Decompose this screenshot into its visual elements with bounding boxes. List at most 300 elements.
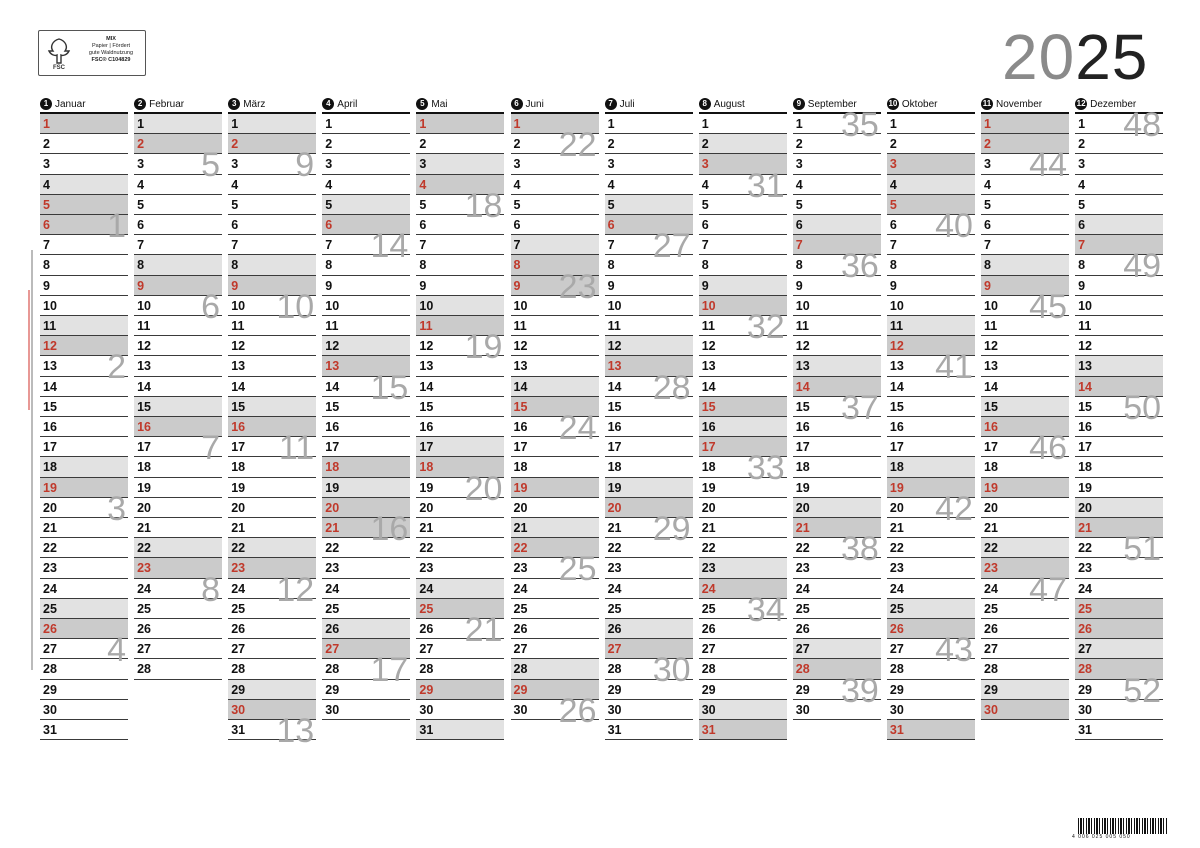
- day-number: 18: [137, 460, 151, 475]
- day-number: 8: [231, 258, 239, 273]
- day-row: [1075, 457, 1163, 477]
- day-row: [887, 154, 975, 174]
- day-number: 4: [419, 177, 427, 192]
- day-row: [40, 316, 128, 336]
- day-row: [228, 377, 316, 397]
- day-number: 19: [795, 480, 810, 495]
- week-number: 33: [746, 449, 785, 488]
- day-row: [1075, 106, 1163, 144]
- day-number: 28: [889, 662, 904, 677]
- day-number: 10: [795, 298, 810, 313]
- day-number: 14: [701, 379, 716, 394]
- barcode-lines: [1078, 818, 1168, 834]
- month-name: Januar: [55, 99, 86, 110]
- day-number: 2: [137, 137, 145, 152]
- month-header: [981, 98, 1069, 112]
- week-number: 30: [652, 651, 691, 690]
- day-number: 8: [325, 258, 333, 273]
- day-row: [511, 126, 599, 165]
- day-number: 20: [984, 500, 998, 515]
- day-number: 29: [984, 682, 998, 697]
- day-row: [1075, 134, 1163, 154]
- day-number: 23: [419, 561, 434, 576]
- day-number: 21: [607, 521, 622, 535]
- day-number: 10: [984, 298, 998, 313]
- month-columns: [40, 96, 1164, 754]
- svg-text:FSC: FSC: [53, 65, 65, 70]
- day-number: 31: [607, 723, 622, 737]
- day-row: [699, 498, 787, 518]
- day-row: [134, 599, 222, 619]
- day-number: 20: [231, 500, 246, 515]
- day-row: [981, 538, 1069, 558]
- day-row: [605, 114, 693, 134]
- day-number: 31: [231, 723, 246, 737]
- day-number: 6: [231, 218, 239, 232]
- day-row: [699, 356, 787, 376]
- day-number: 7: [137, 238, 145, 253]
- day-number: 27: [889, 642, 904, 657]
- month-column: [887, 96, 975, 754]
- day-row: [322, 579, 410, 599]
- day-number: 8: [43, 258, 50, 273]
- day-number: 15: [984, 399, 998, 414]
- day-number: 30: [607, 702, 622, 717]
- day-number: 19: [701, 480, 716, 495]
- day-number: 12: [513, 339, 528, 354]
- day-number: 19: [1078, 480, 1092, 495]
- day-row: [40, 207, 128, 245]
- day-row: [511, 235, 599, 255]
- day-row: [228, 518, 316, 538]
- day-row: [699, 336, 787, 356]
- day-row: [1075, 276, 1163, 296]
- day-row: [40, 599, 128, 619]
- day-number: 2: [231, 137, 239, 152]
- day-row: [134, 457, 222, 477]
- day-row: [1075, 437, 1163, 457]
- day-number: 2: [607, 137, 615, 152]
- day-row: [981, 377, 1069, 397]
- day-number: 25: [889, 601, 904, 616]
- day-row: [605, 195, 693, 215]
- day-row: [1075, 336, 1163, 356]
- day-number: 26: [795, 622, 810, 636]
- day-number: 21: [325, 521, 340, 535]
- day-number: 18: [325, 460, 340, 475]
- day-row: [605, 538, 693, 558]
- day-number: 20: [889, 500, 904, 515]
- day-number: 30: [701, 702, 716, 717]
- day-number: 9: [43, 278, 50, 293]
- day-number: 23: [43, 561, 57, 576]
- month-name: Februar: [149, 99, 185, 110]
- day-number: 11: [1078, 319, 1092, 333]
- day-row: [40, 558, 128, 578]
- day-number: 14: [231, 379, 246, 394]
- day-row: [605, 437, 693, 457]
- week-number: 35: [840, 106, 879, 144]
- day-row: [699, 377, 787, 397]
- day-number: 14: [137, 379, 151, 394]
- day-row: [605, 478, 693, 498]
- day-number: 2: [889, 137, 897, 152]
- day-number: 19: [984, 480, 998, 495]
- day-number: 15: [43, 399, 57, 414]
- day-number: 13: [513, 359, 528, 374]
- day-number: 8: [607, 258, 615, 273]
- day-number: 12: [607, 339, 622, 354]
- day-number: 21: [701, 521, 716, 535]
- day-number: 25: [1078, 601, 1092, 616]
- day-number: 8: [795, 258, 803, 273]
- day-row: [605, 227, 693, 266]
- day-row: [1075, 247, 1163, 286]
- month-number-badge: 6: [511, 98, 523, 110]
- day-number: 30: [419, 702, 434, 717]
- day-number: 17: [607, 440, 622, 455]
- day-number: 3: [607, 157, 615, 172]
- day-number: 11: [889, 319, 904, 333]
- month-name: Dezember: [1090, 99, 1137, 110]
- day-number: 23: [325, 561, 340, 576]
- day-number: 28: [43, 662, 57, 677]
- week-number: 25: [558, 550, 597, 589]
- day-number: 30: [1078, 702, 1092, 717]
- day-number: 22: [325, 541, 340, 556]
- month-header: [605, 98, 693, 112]
- day-number: 22: [1078, 541, 1092, 556]
- day-number: 12: [795, 339, 810, 354]
- day-number: 9: [795, 278, 803, 293]
- day-number: 15: [701, 399, 716, 414]
- week-number: 27: [652, 227, 691, 266]
- day-row: [228, 336, 316, 356]
- day-number: 7: [325, 238, 333, 253]
- day-number: 18: [984, 460, 998, 475]
- day-number: 29: [325, 682, 340, 697]
- day-row: [322, 336, 410, 356]
- day-row: [134, 639, 222, 659]
- month-number-badge: 8: [699, 98, 711, 110]
- day-number: 15: [325, 399, 340, 414]
- day-number: 23: [137, 561, 151, 576]
- day-row: [134, 356, 222, 376]
- day-number: 20: [419, 500, 434, 515]
- day-row: [416, 417, 504, 437]
- day-number: 17: [231, 440, 246, 455]
- day-number: 15: [889, 399, 904, 414]
- day-row: [40, 235, 128, 255]
- day-row: [605, 579, 693, 599]
- month-number-badge: 9: [793, 98, 805, 110]
- day-row: [40, 579, 128, 599]
- day-row: [511, 478, 599, 498]
- day-row: [322, 134, 410, 154]
- day-row: [511, 437, 599, 457]
- week-number: 16: [370, 510, 409, 548]
- day-row: [793, 106, 881, 144]
- day-row: [511, 457, 599, 477]
- month-name: Mai: [431, 99, 448, 110]
- day-row: [981, 114, 1069, 134]
- day-row: [416, 659, 504, 679]
- day-number: 27: [231, 642, 246, 657]
- day-row: [134, 215, 222, 235]
- week-number: 11: [278, 429, 315, 468]
- day-number: 27: [419, 642, 434, 657]
- legend-gray-strip: [31, 250, 33, 670]
- week-number: 39: [840, 671, 879, 710]
- day-row: [605, 175, 693, 195]
- day-row: [511, 619, 599, 639]
- day-number: 9: [607, 278, 615, 293]
- day-number: 2: [419, 137, 427, 152]
- week-number: 43: [935, 631, 973, 670]
- day-number: 26: [984, 622, 998, 636]
- day-number: 5: [513, 197, 521, 212]
- day-row: [511, 175, 599, 195]
- day-number: 27: [1078, 642, 1092, 657]
- day-row: [416, 114, 504, 134]
- fsc-tree-icon: [45, 36, 73, 70]
- week-number: 6: [201, 287, 221, 326]
- day-row: [699, 255, 787, 275]
- week-number: 48: [1123, 106, 1162, 144]
- day-row: [228, 114, 316, 134]
- day-row: [322, 478, 410, 498]
- day-row: [322, 195, 410, 215]
- week-number: 9: [295, 146, 315, 185]
- day-number: 28: [325, 662, 340, 677]
- day-number: 21: [889, 521, 904, 535]
- day-row: [416, 377, 504, 397]
- day-number: 1: [701, 117, 709, 131]
- day-number: 9: [1078, 278, 1086, 293]
- day-row: [134, 538, 222, 558]
- day-row: [416, 215, 504, 235]
- day-number: 15: [1078, 399, 1092, 414]
- day-number: 5: [43, 197, 50, 212]
- day-row: [1075, 154, 1163, 174]
- day-number: 8: [889, 258, 897, 273]
- day-row: [416, 579, 504, 599]
- day-row: [511, 498, 599, 518]
- day-number: 24: [325, 581, 340, 596]
- fsc-label: MIX Papier | Fördert gute Waldnutzung FSC® C104829: [88, 36, 134, 63]
- day-number: 23: [889, 561, 904, 576]
- day-row: [40, 276, 128, 296]
- day-number: 25: [325, 601, 340, 616]
- day-number: 19: [513, 480, 528, 495]
- week-number: 17: [370, 651, 409, 690]
- day-number: 30: [231, 702, 246, 717]
- day-row: [511, 579, 599, 599]
- day-row: [322, 437, 410, 457]
- day-number: 25: [795, 601, 810, 616]
- week-number: 52: [1123, 671, 1162, 710]
- day-row: [699, 235, 787, 255]
- day-number: 4: [513, 177, 521, 192]
- day-number: 21: [1078, 521, 1092, 535]
- day-number: 9: [701, 278, 709, 293]
- day-row: [40, 134, 128, 154]
- day-number: 5: [419, 197, 427, 212]
- day-row: [981, 599, 1069, 619]
- day-number: 10: [1078, 298, 1092, 313]
- week-number: 29: [652, 510, 691, 548]
- day-number: 10: [513, 298, 528, 313]
- day-number: 29: [1078, 682, 1092, 697]
- day-number: 14: [795, 379, 810, 394]
- day-number: 21: [43, 521, 57, 535]
- day-row: [511, 296, 599, 316]
- day-number: 22: [795, 541, 810, 556]
- day-row: [793, 558, 881, 578]
- day-row: [228, 255, 316, 275]
- day-number: 29: [513, 682, 528, 697]
- week-number: 34: [746, 590, 785, 629]
- day-row: [699, 558, 787, 578]
- day-row: [134, 235, 222, 255]
- day-row: [511, 316, 599, 336]
- day-number: 6: [607, 218, 615, 232]
- day-number: 4: [795, 177, 803, 192]
- day-number: 1: [795, 117, 803, 131]
- day-row: [605, 276, 693, 296]
- day-row: [793, 356, 881, 376]
- day-row: [793, 498, 881, 518]
- day-number: 5: [795, 197, 803, 212]
- day-row: [416, 186, 504, 225]
- day-number: 17: [137, 440, 151, 455]
- month-header: [228, 98, 316, 112]
- day-row: [322, 227, 410, 266]
- day-row: [793, 599, 881, 619]
- week-number: 21: [464, 611, 503, 649]
- day-number: 6: [513, 218, 521, 232]
- day-row: [1075, 558, 1163, 578]
- day-row: [40, 255, 128, 275]
- day-row: [40, 175, 128, 195]
- day-number: 1: [137, 117, 145, 131]
- day-row: [228, 457, 316, 477]
- day-number: 4: [325, 177, 333, 192]
- day-number: 24: [43, 581, 57, 596]
- day-number: 25: [513, 601, 528, 616]
- day-number: 27: [701, 642, 716, 657]
- month-number-badge: 11: [982, 99, 992, 108]
- day-row: [605, 619, 693, 639]
- day-row: [981, 680, 1069, 700]
- day-number: 13: [795, 359, 810, 374]
- day-row: [1075, 498, 1163, 518]
- day-row: [511, 518, 599, 538]
- day-number: 1: [513, 117, 521, 131]
- day-row: [699, 700, 787, 720]
- day-row: [981, 215, 1069, 235]
- month-name: August: [713, 99, 745, 110]
- month-header: [699, 98, 787, 112]
- week-number: 23: [558, 267, 597, 306]
- day-row: [981, 498, 1069, 518]
- day-number: 11: [984, 319, 998, 333]
- day-number: 2: [795, 137, 803, 152]
- day-number: 17: [419, 440, 434, 455]
- day-row: [699, 659, 787, 679]
- month-name: Oktober: [901, 99, 938, 110]
- day-number: 3: [1078, 157, 1086, 172]
- day-row: [416, 134, 504, 154]
- day-number: 6: [419, 218, 427, 232]
- day-row: [793, 579, 881, 599]
- day-number: 4: [1078, 177, 1086, 192]
- day-row: [981, 356, 1069, 376]
- day-row: [981, 175, 1069, 195]
- day-row: [40, 417, 128, 437]
- day-row: [1075, 417, 1163, 437]
- day-number: 3: [701, 157, 709, 172]
- day-number: 22: [43, 541, 57, 556]
- day-row: [322, 538, 410, 558]
- day-number: 17: [795, 440, 810, 455]
- day-row: [793, 247, 881, 286]
- day-number: 9: [513, 278, 521, 293]
- day-number: 22: [513, 541, 528, 556]
- day-row: [511, 377, 599, 397]
- day-row: [699, 417, 787, 437]
- day-row: [134, 146, 222, 185]
- day-number: 8: [1078, 258, 1086, 273]
- day-row: [981, 316, 1069, 336]
- day-row: [40, 680, 128, 700]
- day-row: [228, 538, 316, 558]
- day-row: [887, 235, 975, 255]
- day-number: 19: [889, 480, 904, 495]
- day-number: 18: [889, 460, 904, 475]
- day-row: [887, 700, 975, 720]
- day-row: [699, 166, 787, 205]
- day-number: 4: [607, 177, 615, 192]
- day-row: [887, 114, 975, 134]
- day-number: 23: [513, 561, 528, 576]
- week-number: 38: [840, 530, 879, 569]
- day-number: 7: [1078, 238, 1086, 253]
- day-number: 16: [137, 420, 151, 434]
- day-row: [887, 377, 975, 397]
- day-row: [793, 296, 881, 316]
- week-number: 32: [746, 308, 785, 346]
- day-row: [228, 356, 316, 376]
- day-number: 29: [231, 682, 246, 697]
- day-row: [322, 276, 410, 296]
- day-number: 8: [701, 258, 709, 273]
- day-row: [416, 356, 504, 376]
- day-number: 8: [513, 258, 521, 273]
- day-number: 22: [607, 541, 622, 556]
- day-number: 1: [43, 117, 50, 131]
- day-row: [228, 619, 316, 639]
- day-row: [981, 478, 1069, 498]
- day-number: 17: [325, 440, 340, 455]
- month-number-badge: 10: [888, 99, 898, 108]
- day-row: [887, 579, 975, 599]
- day-row: [887, 134, 975, 154]
- day-number: 7: [795, 238, 803, 253]
- day-number: 19: [607, 480, 622, 495]
- day-row: [981, 397, 1069, 417]
- day-row: [228, 712, 316, 750]
